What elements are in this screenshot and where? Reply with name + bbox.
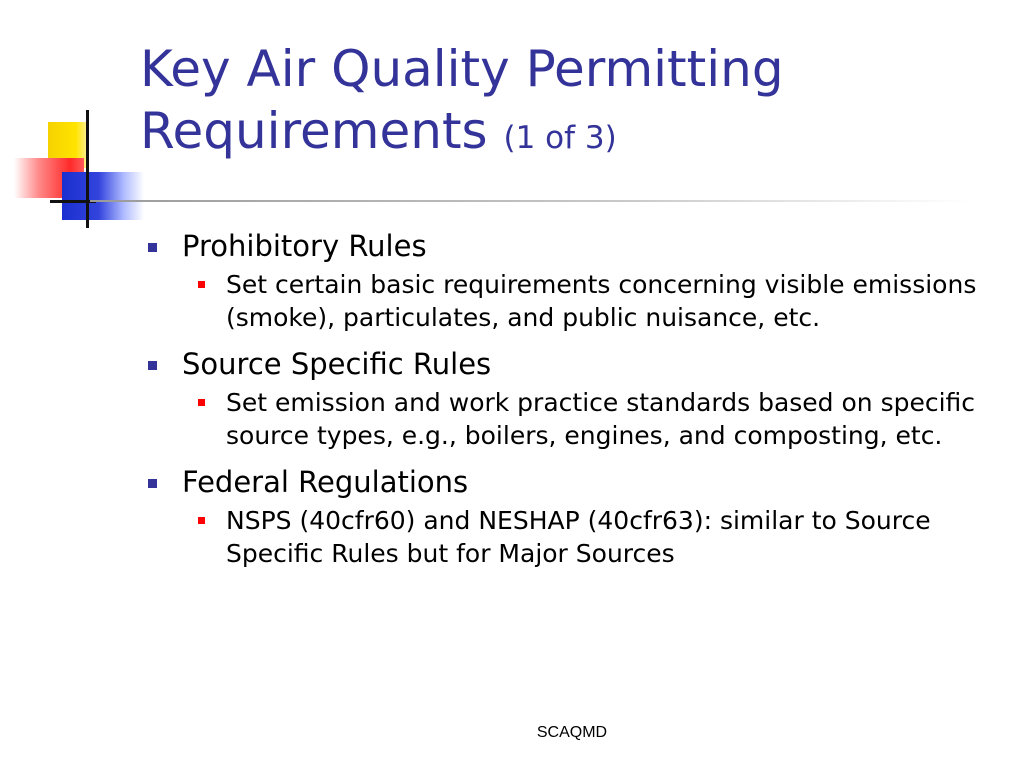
bullet-item bbox=[140, 462, 980, 502]
sub-bullet-item bbox=[140, 504, 980, 570]
slide-title-main: Key Air Quality Permitting Requirements bbox=[140, 40, 784, 160]
square-bullet-icon bbox=[198, 517, 205, 524]
square-bullet-icon bbox=[148, 243, 157, 252]
slide-title bbox=[140, 38, 1000, 169]
slide-body bbox=[140, 226, 980, 580]
decorative-logo-graphic bbox=[0, 100, 150, 230]
title-separator bbox=[90, 200, 970, 202]
square-bullet-icon bbox=[148, 361, 157, 370]
bullet-label: Source Specific Rules bbox=[182, 347, 492, 381]
slide-footer: SCAQMD bbox=[536, 724, 608, 741]
square-bullet-icon bbox=[198, 281, 205, 288]
bullet-label: Prohibitory Rules bbox=[182, 229, 427, 263]
slide-title-suffix: (1 of 3) bbox=[503, 120, 617, 156]
square-bullet-icon bbox=[198, 399, 205, 406]
sub-bullet-text: Set emission and work practice standards based on specific source types, e.g., boilers, engines, and composting, etc. bbox=[226, 388, 976, 450]
square-bullet-icon bbox=[148, 479, 157, 488]
sub-bullet-item bbox=[140, 386, 980, 452]
bullet-item bbox=[140, 344, 980, 384]
logo-vertical-line bbox=[86, 110, 89, 228]
sub-bullet-item bbox=[140, 268, 980, 334]
bullet-item bbox=[140, 226, 980, 266]
sub-bullet-text: NSPS (40cfr60) and NESHAP (40cfr63): similar to Source Specific Rules but for Major Sources bbox=[226, 506, 931, 568]
sub-bullet-text: Set certain basic requirements concerning visible emissions (smoke), particulates, and public nuisance, etc. bbox=[226, 270, 977, 332]
logo-blue-bar bbox=[62, 172, 144, 220]
bullet-label: Federal Regulations bbox=[182, 465, 469, 499]
